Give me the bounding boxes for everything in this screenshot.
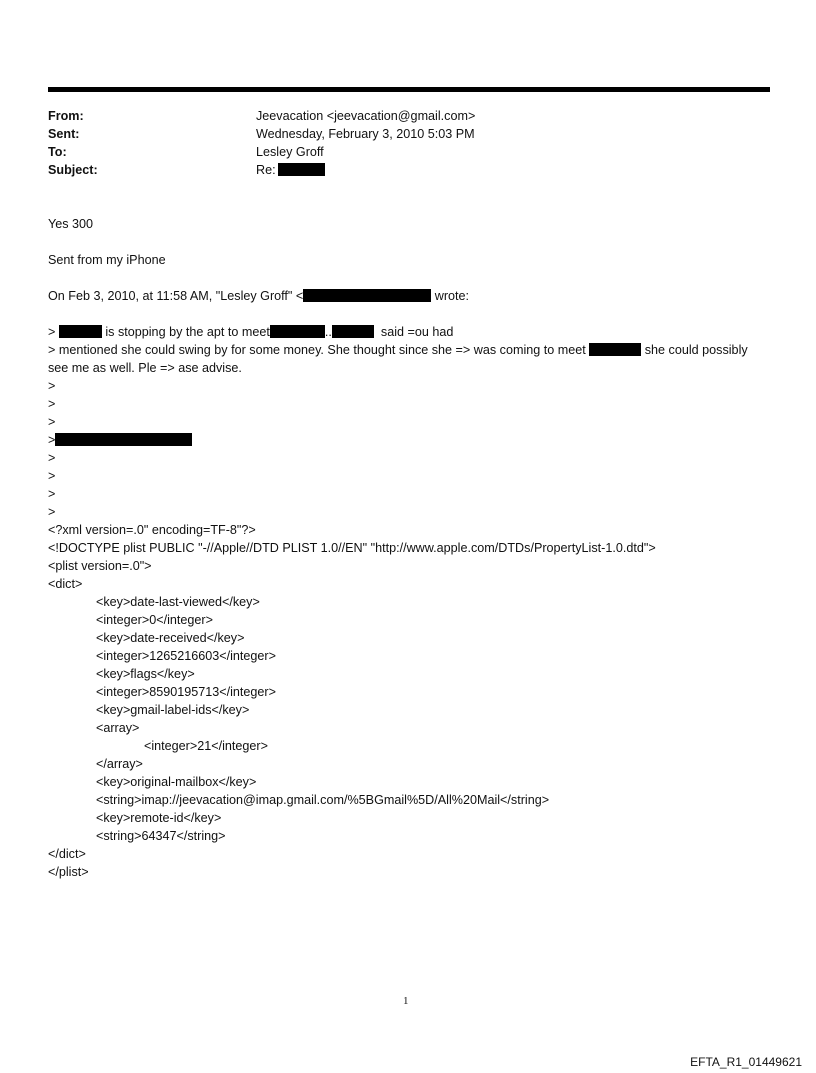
xml-declaration: <?xml version=.0" encoding=TF-8"?> [48, 523, 256, 537]
xml-string: <string>64347</string> [96, 829, 226, 843]
xml-array-open: <array> [96, 721, 140, 735]
quote-marker: > [48, 505, 56, 519]
xml-key: <key>gmail-label-ids</key> [96, 703, 250, 717]
quoted-text: said =ou had [380, 325, 454, 339]
from-row [48, 107, 475, 125]
quoted-line [48, 431, 770, 449]
quote-marker: > [48, 379, 56, 393]
sent-value: Wednesday, February 3, 2010 5:03 PM [256, 127, 475, 141]
xml-key: <key>remote-id</key> [96, 811, 222, 825]
quoted-line [48, 323, 770, 341]
quote-marker: > [48, 469, 56, 483]
email-header [48, 107, 475, 179]
page-number: 1 [403, 995, 409, 1007]
bates-number: EFTA_R1_01449621 [690, 1055, 802, 1069]
redaction-block [303, 289, 431, 302]
to-label: To: [48, 145, 67, 159]
spacer [48, 305, 770, 323]
quoted-text: > mentioned she could swing by for some money. She thought since she => was coming to meet [48, 343, 586, 357]
quoted-line [48, 341, 770, 377]
subject-label: Subject: [48, 163, 98, 177]
quoted-text: .. [324, 325, 332, 339]
spacer [48, 269, 770, 287]
spacer [48, 233, 770, 251]
quote-intro [48, 287, 770, 305]
header-rule [48, 87, 770, 92]
from-label: From: [48, 109, 84, 123]
redaction-block [589, 343, 641, 356]
redaction-block [332, 325, 374, 338]
reply-text: Yes 300 [48, 217, 94, 231]
xml-integer: <integer>21</integer> [144, 739, 268, 753]
quoted-text: is stopping by the apt to meet [105, 325, 270, 339]
redaction-block [55, 433, 192, 446]
quote-marker: > [48, 433, 56, 447]
to-value: Lesley Groff [256, 145, 324, 159]
sent-label: Sent: [48, 127, 80, 141]
quoted-text: she could possibly see me as well. Ple => ase advise. [48, 343, 748, 375]
subject-prefix: Re: [256, 163, 276, 177]
quote-marker: > [48, 415, 56, 429]
xml-key: <key>flags</key> [96, 667, 195, 681]
xml-array-close: </array> [96, 757, 143, 771]
xml-integer: <integer>1265216603</integer> [96, 649, 276, 663]
xml-integer: <integer>8590195713</integer> [96, 685, 276, 699]
xml-key: <key>date-received</key> [96, 631, 245, 645]
redaction-block [270, 325, 325, 338]
dict-close: </dict> [48, 847, 86, 861]
subject-row [48, 161, 475, 179]
plist-open: <plist version=.0"> [48, 559, 152, 573]
redaction-block [59, 325, 102, 338]
dict-open: <dict> [48, 577, 83, 591]
quote-marker: > [48, 487, 56, 501]
quote-marker: > [48, 325, 56, 339]
xml-key: <key>date-last-viewed</key> [96, 595, 260, 609]
plist-close: </plist> [48, 865, 89, 879]
xml-integer: <integer>0</integer> [96, 613, 213, 627]
quote-intro-start: On Feb 3, 2010, at 11:58 AM, "Lesley Groff" < [48, 289, 304, 303]
quote-intro-end: wrote: [434, 289, 470, 303]
xml-key: <key>original-mailbox</key> [96, 775, 257, 789]
quote-marker: > [48, 451, 56, 465]
xml-doctype: <!DOCTYPE plist PUBLIC "-//Apple//DTD PLIST 1.0//EN" "http://www.apple.com/DTDs/PropertyList-1.0.dtd"> [48, 541, 656, 555]
redaction-block [278, 163, 325, 176]
email-body [48, 215, 770, 881]
sent-row [48, 125, 475, 143]
to-row [48, 143, 475, 161]
xml-string: <string>imap://jeevacation@imap.gmail.com/%5BGmail%5D/All%20Mail</string> [96, 793, 550, 807]
quote-marker: > [48, 397, 56, 411]
from-value: Jeevacation <jeevacation@gmail.com> [256, 109, 476, 123]
signature: Sent from my iPhone [48, 253, 166, 267]
subject-value [256, 161, 325, 179]
